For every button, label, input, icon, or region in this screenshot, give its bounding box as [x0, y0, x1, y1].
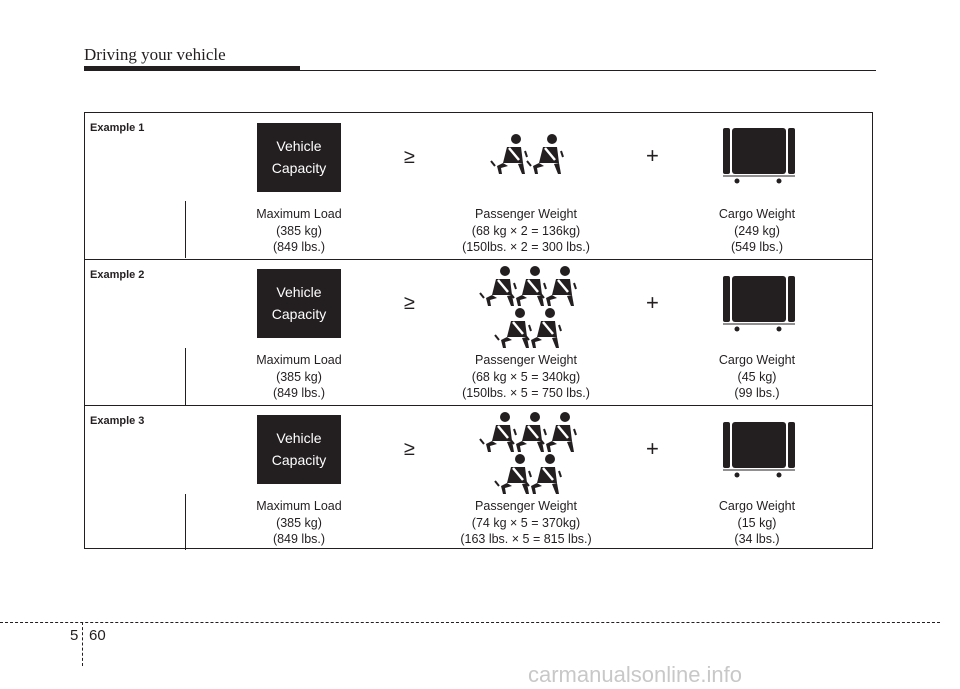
- passenger-weight-label: [416, 352, 636, 402]
- max-load-kg: (385 kg): [276, 223, 322, 238]
- header-bar: [84, 66, 300, 71]
- max-load-title: Maximum Load: [256, 207, 342, 221]
- watermark: carmanualsonline.info: [528, 662, 743, 687]
- seatbelt-passenger-icon: [524, 453, 562, 497]
- vehicle-capacity-box: [257, 269, 341, 338]
- greater-equal-symbol: ≥: [404, 438, 415, 460]
- passenger-weight-label: [416, 498, 636, 548]
- cargo-weight-kg: (15 kg): [737, 515, 777, 530]
- cargo-weight-lbs: (34 lbs.): [734, 532, 780, 546]
- example-label: Example 3: [90, 415, 145, 427]
- cargo-weight-label: [647, 498, 867, 548]
- cargo-weight-lbs: (549 lbs.): [730, 240, 784, 254]
- vehicle-capacity-box: [257, 415, 341, 484]
- seatbelt-passenger-icon: [539, 411, 577, 455]
- passenger-weight-kg: (74 kg × 5 = 370kg): [471, 515, 581, 530]
- vehicle-capacity-line2: Capacity: [271, 452, 327, 468]
- plus-symbol: +: [646, 143, 659, 168]
- seatbelt-passenger-icon: [524, 307, 562, 351]
- footer-rule: [0, 622, 940, 623]
- seatbelt-passenger-icon: [539, 265, 577, 309]
- cargo-weight-title: Cargo Weight: [718, 499, 796, 513]
- plus-symbol: +: [646, 290, 659, 315]
- cargo-box-icon: [723, 422, 795, 480]
- cargo-weight-kg: (249 kg): [734, 223, 780, 238]
- greater-equal-symbol: ≥: [404, 292, 415, 314]
- cargo-weight-title: Cargo Weight: [718, 353, 796, 367]
- max-load-label: [189, 352, 409, 402]
- passenger-weight-label: [416, 206, 636, 256]
- seatbelt-passenger-icon: [526, 133, 564, 177]
- max-load-title: Maximum Load: [256, 353, 342, 367]
- example-label: Example 2: [90, 269, 145, 281]
- passenger-weight-kg: (68 kg × 2 = 136kg): [471, 223, 581, 238]
- max-load-label: [189, 498, 409, 548]
- page-number: 60: [89, 627, 106, 644]
- cargo-weight-lbs: (99 lbs.): [734, 386, 780, 400]
- passenger-weight-lbs: (150lbs. × 5 = 750 lbs.): [462, 386, 590, 400]
- max-load-lbs: (849 lbs.): [272, 240, 326, 254]
- example-row-3: [85, 405, 872, 551]
- passenger-weight-title: Passenger Weight: [475, 499, 577, 513]
- column-divider: [185, 348, 186, 405]
- cargo-weight-title: Cargo Weight: [718, 207, 796, 221]
- load-examples-table: [84, 112, 873, 549]
- passenger-weight-lbs: (150lbs. × 2 = 300 lbs.): [462, 240, 590, 254]
- max-load-kg: (385 kg): [276, 515, 322, 530]
- footer-divider: [82, 622, 83, 666]
- vehicle-capacity-line2: Capacity: [271, 160, 327, 176]
- page-header-title: Driving your vehicle: [84, 45, 226, 64]
- section-number: 5: [70, 627, 79, 644]
- max-load-title: Maximum Load: [256, 499, 342, 513]
- cargo-box-icon: [723, 276, 795, 334]
- passenger-weight-title: Passenger Weight: [475, 353, 577, 367]
- max-load-kg: (385 kg): [276, 369, 322, 384]
- vehicle-capacity-line1: Vehicle: [276, 284, 322, 300]
- cargo-weight-label: [647, 352, 867, 402]
- vehicle-capacity-line2: Capacity: [271, 306, 327, 322]
- vehicle-capacity-line1: Vehicle: [276, 430, 322, 446]
- example-label: Example 1: [90, 122, 145, 134]
- passenger-weight-title: Passenger Weight: [475, 207, 577, 221]
- example-row-2: [85, 259, 872, 405]
- column-divider: [185, 201, 186, 258]
- passenger-weight-kg: (68 kg × 5 = 340kg): [471, 369, 581, 384]
- greater-equal-symbol: ≥: [404, 146, 415, 168]
- header-rule: [300, 70, 876, 71]
- max-load-label: [189, 206, 409, 256]
- cargo-box-icon: [723, 128, 795, 186]
- passenger-weight-lbs: (163 lbs. × 5 = 815 lbs.): [460, 532, 592, 546]
- max-load-lbs: (849 lbs.): [272, 386, 326, 400]
- example-row-1: [85, 113, 872, 258]
- cargo-weight-label: [647, 206, 867, 256]
- max-load-lbs: (849 lbs.): [272, 532, 326, 546]
- plus-symbol: +: [646, 436, 659, 461]
- vehicle-capacity-box: [257, 123, 341, 192]
- seatbelt-passenger-icon: [490, 133, 528, 177]
- vehicle-capacity-line1: Vehicle: [276, 138, 322, 154]
- column-divider: [185, 494, 186, 550]
- cargo-weight-kg: (45 kg): [737, 369, 777, 384]
